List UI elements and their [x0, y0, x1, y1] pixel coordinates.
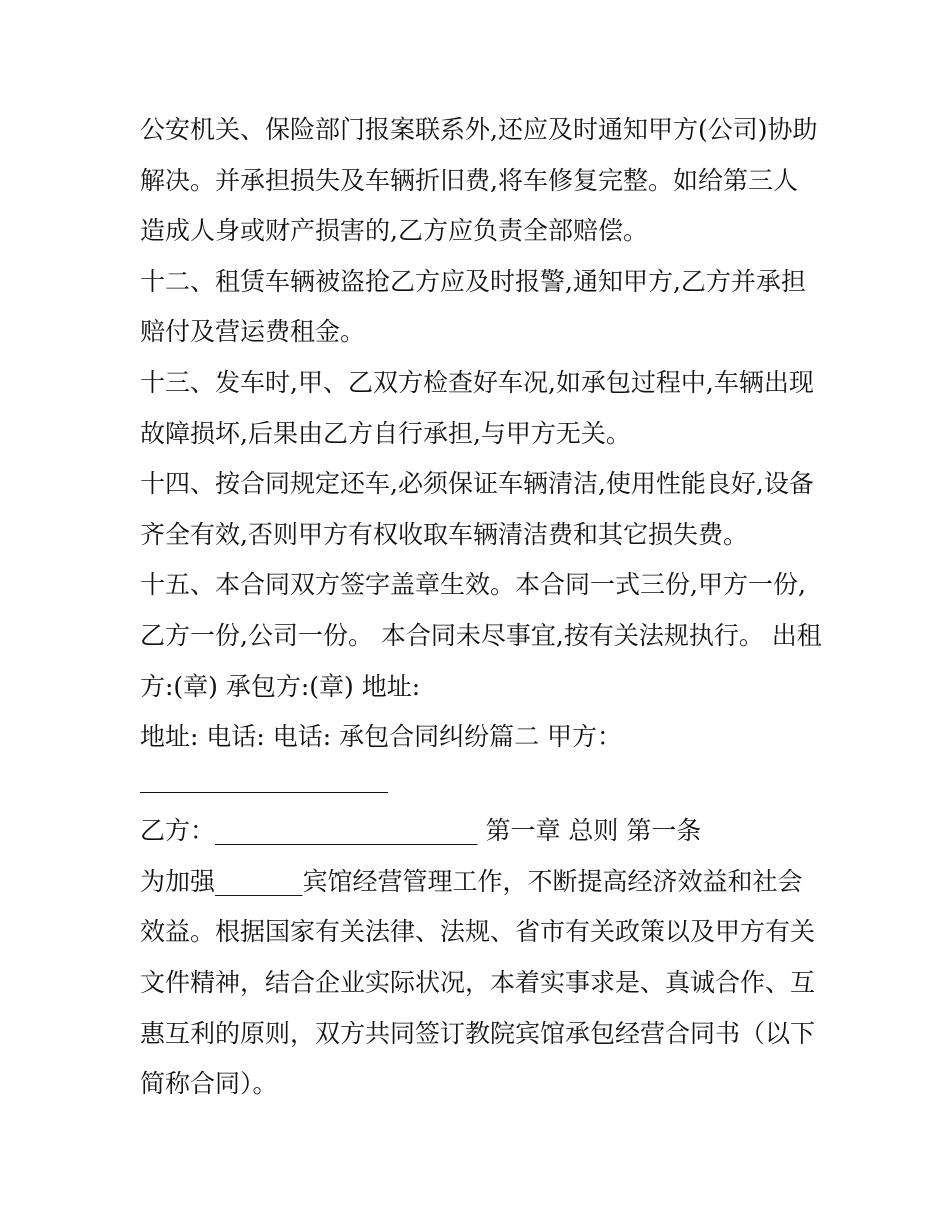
text-line: 惠互利的原则，双方共同签订教院宾馆承包经营合同书（以下 — [140, 1019, 816, 1048]
text-line: 造成人身或财产损害的,乙方应负责全部赔偿。 — [140, 216, 648, 245]
text-line: 效益。根据国家有关法律、法规、省市有关政策以及甲方有关 — [140, 917, 816, 946]
text-line: 文件精神，结合企业实际状况，本着实事求是、真诚合作、互 — [140, 968, 816, 997]
text-line: 方:(章) 承包方:(章) 地址: — [140, 672, 421, 701]
text-line: 十四、按合同规定还车,必须保证车辆清洁,使用性能良好,设备 — [140, 469, 814, 498]
text-line: 十五、本合同双方签字盖章生效。本合同一式三份,甲方一份, — [140, 570, 806, 599]
text-line: 赔付及营运费租金。 — [140, 317, 366, 346]
text-line: 简称合同）。 — [140, 1069, 278, 1098]
text-line: 地址: 电话: 电话: 承包合同纠纷篇二 甲方： — [140, 722, 623, 751]
text-line: 公安机关、保险部门报案联系外,还应及时通知甲方(公司)协助 — [140, 115, 818, 144]
text-line: 齐全有效,否则甲方有权收取车辆清洁费和其它损失费。 — [140, 520, 748, 549]
text-line: 十三、发车时,甲、乙双方检查好车况,如承包过程中,车辆出现 — [140, 368, 814, 397]
signature-underline — [140, 792, 388, 793]
text-line: 为加强_______宾馆经营管理工作，不断提高经济效益和社会 — [140, 867, 803, 896]
text-line: 乙方：_____________________ 第一章 总则 第一条 — [140, 816, 702, 845]
text-line: 解决。并承担损失及车辆折旧费,将车修复完整。如给第三人 — [140, 166, 798, 195]
text-line: 十二、租赁车辆被盗抢乙方应及时报警,通知甲方,乙方并承担 — [140, 267, 806, 296]
text-line: 乙方一份,公司一份。 本合同未尽事宜,按有关法规执行。 出租 — [140, 621, 822, 650]
text-line: 故障损坏,后果由乙方自行承担,与甲方无关。 — [140, 419, 631, 448]
